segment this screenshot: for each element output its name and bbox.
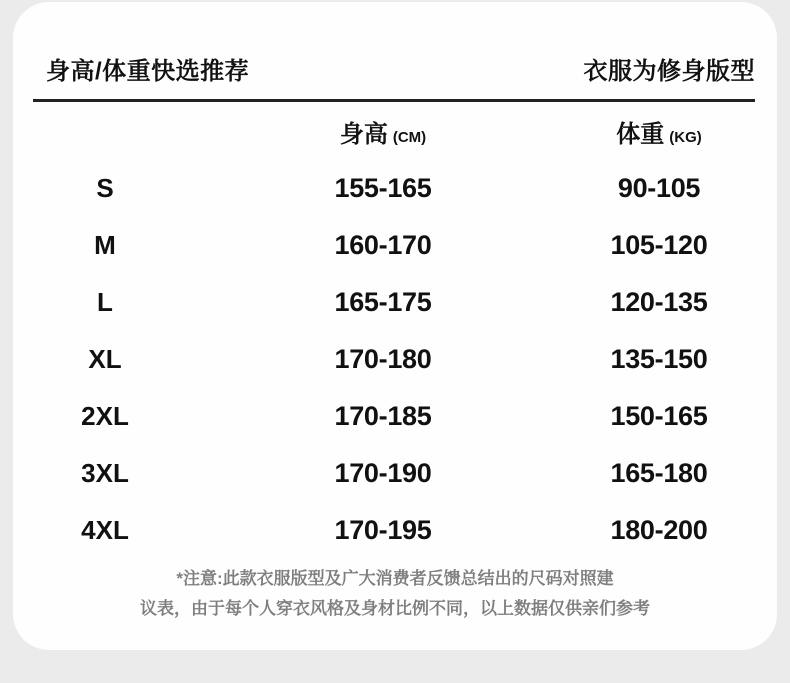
size-value: 2XL — [81, 401, 129, 431]
table-row — [13, 388, 749, 445]
weight-range: 135-150 — [610, 344, 708, 374]
weight-range: 105-120 — [610, 230, 708, 260]
size-value: L — [97, 287, 113, 317]
weight-range: 120-135 — [610, 287, 708, 317]
weight-column-label: 体重 — [616, 120, 665, 148]
height-range: 170-190 — [334, 458, 432, 488]
height-range: 160-170 — [334, 230, 432, 260]
size-value: 4XL — [81, 515, 129, 545]
table-row — [13, 160, 749, 217]
size-value: S — [96, 173, 114, 203]
height-range: 170-195 — [334, 515, 432, 545]
weight-range: 165-180 — [610, 458, 708, 488]
table-row — [13, 502, 749, 559]
disclaimer-note — [13, 564, 777, 624]
height-column-label: 身高 — [339, 120, 388, 148]
table-row — [13, 445, 749, 502]
weight-range: 90-105 — [617, 173, 701, 203]
table-header-row — [13, 102, 749, 160]
disclaimer-line-1: *注意:此款衣服版型及广大消费者反馈总结出的尺码对照建 — [176, 569, 614, 588]
height-range: 170-180 — [334, 344, 432, 374]
table-row — [13, 274, 749, 331]
weight-column-unit: (KG) — [669, 128, 702, 146]
table-row — [13, 217, 749, 274]
disclaimer-line-2: 议表，由于每个人穿衣风格及身材比例不同，以上数据仅供亲们参考 — [140, 599, 650, 618]
page-title: 身高/体重快选推荐 — [46, 57, 250, 85]
card-header — [46, 54, 755, 85]
weight-range: 150-165 — [610, 401, 708, 431]
size-value: M — [94, 230, 116, 260]
height-range: 170-185 — [334, 401, 432, 431]
size-table — [13, 102, 777, 559]
height-column-header — [197, 114, 569, 149]
size-value: 3XL — [81, 458, 129, 488]
fit-style-label: 衣服为修身版型 — [583, 57, 755, 85]
height-range: 165-175 — [334, 287, 432, 317]
height-range: 155-165 — [334, 173, 432, 203]
weight-range: 180-200 — [610, 515, 708, 545]
height-column-unit: (CM) — [392, 128, 427, 146]
size-chart-card — [13, 2, 777, 650]
table-row — [13, 331, 749, 388]
size-value: XL — [88, 344, 122, 374]
weight-column-header — [569, 114, 749, 149]
